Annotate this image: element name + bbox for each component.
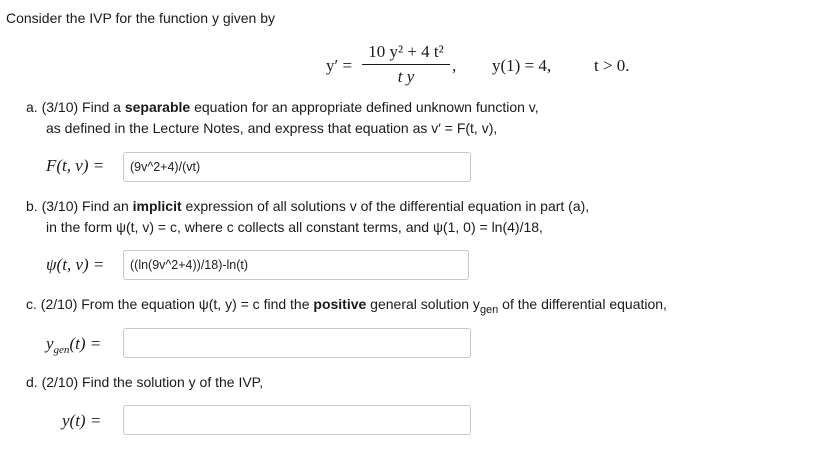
part-d-line1: d. (2/10) Find the solution y of the IVP, xyxy=(26,374,264,390)
part-b-answer-input[interactable]: ((ln(9v^2+4))/18)-ln(t) xyxy=(123,250,469,280)
ivp-lhs: y′ = xyxy=(326,56,353,75)
part-b-label: ψ(t, v) = xyxy=(46,255,105,274)
part-c-line1-post: of the differential equation, xyxy=(498,296,667,312)
ivp-initial-condition: y(1) = 4, xyxy=(492,56,552,75)
part-c-label xyxy=(46,334,101,354)
part-b-line1 xyxy=(26,198,589,214)
ivp-denominator: t y xyxy=(397,67,415,86)
part-b-line1-pre: b. (3/10) Find an xyxy=(26,198,133,214)
part-a-label: F(t, v) = xyxy=(46,156,105,175)
intro-text: Consider the IVP for the function y given by xyxy=(6,10,276,26)
part-c-line1 xyxy=(26,296,667,316)
part-c-label-post: (t) = xyxy=(69,334,102,353)
part-a-line1-post: equation for an appropriate defined unknown function v, xyxy=(190,99,539,115)
part-c-sub: gen xyxy=(479,304,499,316)
part-b-bold: implicit xyxy=(132,198,182,214)
ivp-comma: , xyxy=(452,56,457,75)
part-d-answer-input[interactable] xyxy=(123,405,471,435)
part-a-bold: separable xyxy=(124,99,191,115)
part-c-label-sub: gen xyxy=(53,344,70,356)
part-a-answer-input[interactable]: (9v^2+4)/(vt) xyxy=(123,152,471,182)
part-c-bold: positive xyxy=(313,296,367,312)
ivp-domain: t > 0. xyxy=(594,56,630,75)
part-c-answer-input[interactable] xyxy=(123,328,471,358)
part-a-line1-pre: a. (3/10) Find a xyxy=(26,99,125,115)
part-c-label-main: y xyxy=(46,334,54,353)
part-b-line1-post: expression of all solutions v of the differential equation in part (a), xyxy=(181,198,590,214)
part-a-line2: as defined in the Lecture Notes, and express that equation as v′ = F(t, v), xyxy=(46,120,498,136)
ivp-numerator: 10 y² + 4 t² xyxy=(368,42,444,61)
part-d-label: y(t) = xyxy=(62,411,102,430)
part-b-line2: in the form ψ(t, v) = c, where c collects all constant terms, and ψ(1, 0) = ln(4)/18, xyxy=(46,219,543,235)
ivp-fraction-bar xyxy=(362,64,450,65)
part-a-line1 xyxy=(26,99,539,115)
part-c-line1-mid: general solution y xyxy=(366,296,480,312)
part-c-line1-pre: c. (2/10) From the equation ψ(t, y) = c find the xyxy=(26,296,314,312)
